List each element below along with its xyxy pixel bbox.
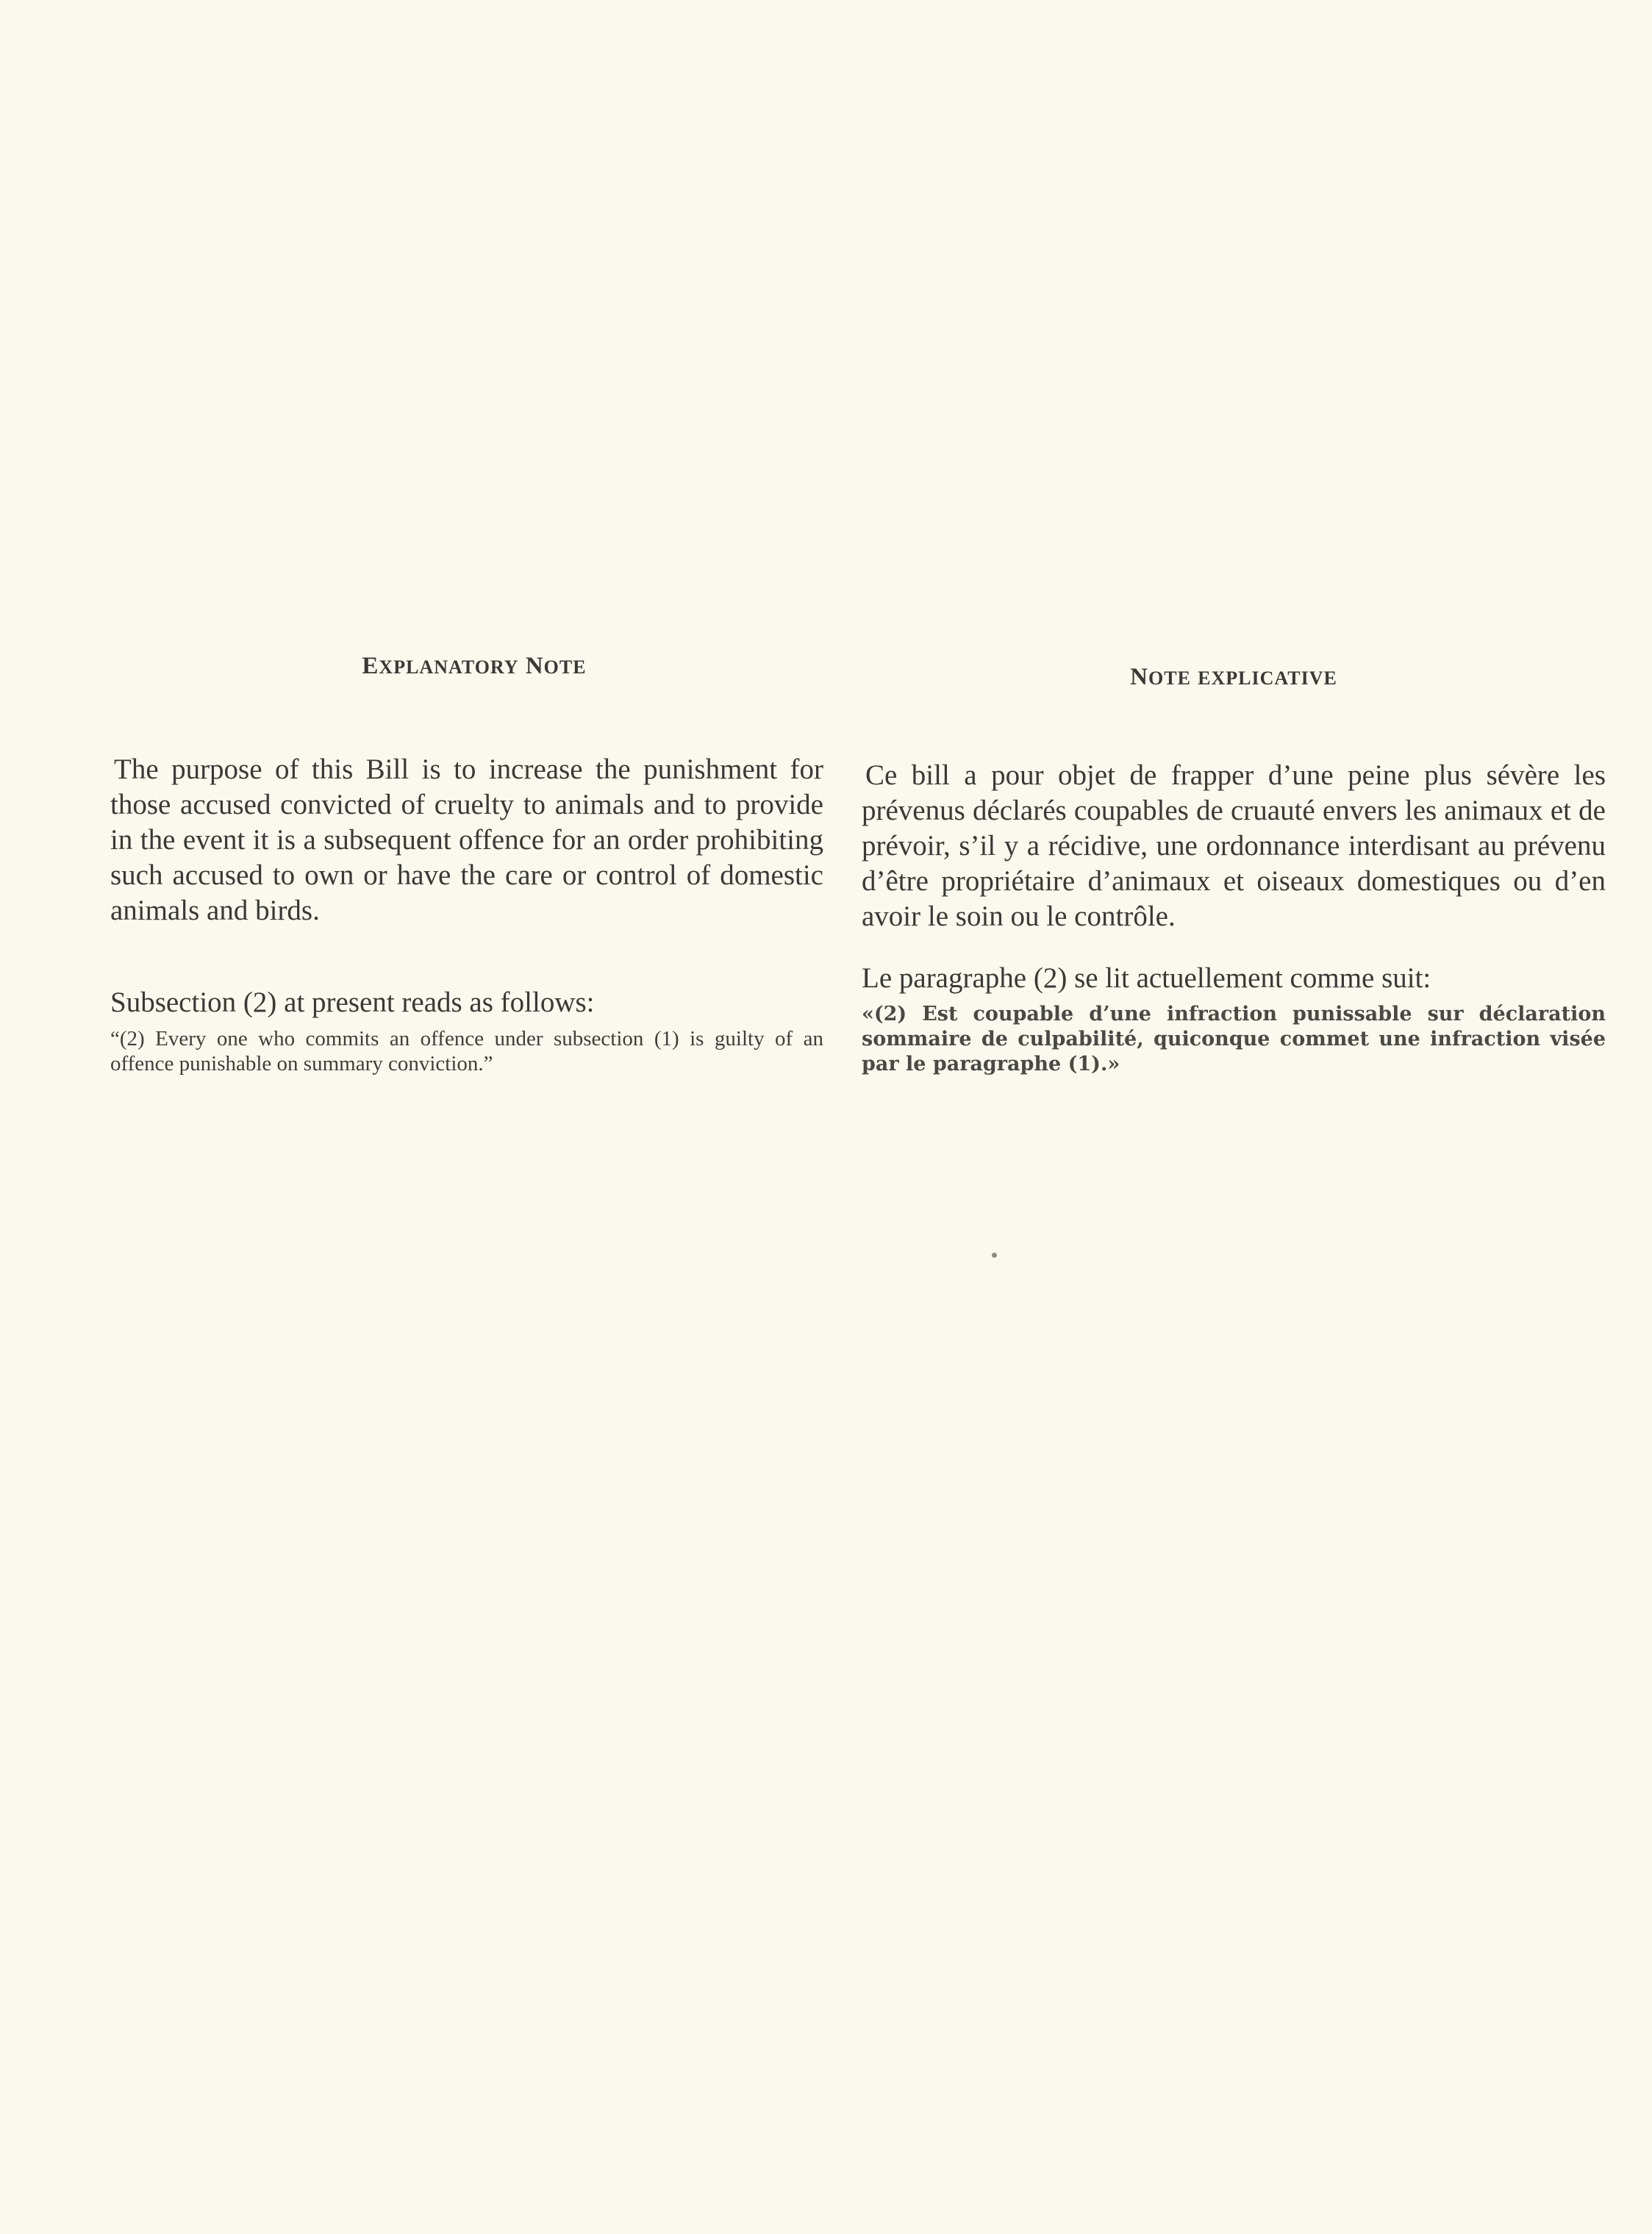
- english-lead: Subsection (2) at present reads as follows:: [110, 987, 595, 1018]
- french-heading: [862, 665, 1606, 690]
- french-heading-word1: OTE: [1148, 667, 1191, 689]
- paper-speck: [992, 1253, 997, 1258]
- french-column: [862, 665, 1606, 1077]
- english-heading-initial-2: N: [525, 653, 544, 679]
- french-paragraph: Ce bill a pour objet de frapper d’une peine plus sévère les prévenus déclarés coupables de cruauté envers les animaux et de prévoir, s’il y a récidive, une ordonnance interdisant au prévenu d’être propriétaire d’animaux et oiseaux domestiques ou d’en avoir le soin ou le contrôle.: [862, 759, 1606, 932]
- english-column: [110, 654, 823, 1076]
- english-heading-word1: XPLANATORY: [379, 656, 519, 678]
- french-quote: «(2) Est coupable d’une infraction punissable sur déclaration sommaire de culpabilité, quiconque commet une infraction visée par le paragraphe (1).»: [862, 1003, 1606, 1075]
- french-heading-initial: N: [1130, 664, 1148, 690]
- english-heading: [110, 654, 823, 679]
- english-quote: “(2) Every one who commits an offence under subsection (1) is guilty of an offence punishable on summary conviction.”: [110, 1027, 823, 1075]
- english-heading-word2: OTE: [543, 656, 587, 678]
- english-paragraph: The purpose of this Bill is to increase the punishment for those accused convicted of cruelty to animals and to provide in the event it is a subsequent offence for an order prohibiting such accused to own or have the care or control of domestic animals and birds.: [110, 753, 823, 926]
- french-heading-word2: EXPLICATIVE: [1198, 667, 1337, 689]
- english-heading-initial: E: [362, 653, 379, 679]
- french-lead: Le paragraphe (2) se lit actuellement comme suit:: [862, 962, 1431, 994]
